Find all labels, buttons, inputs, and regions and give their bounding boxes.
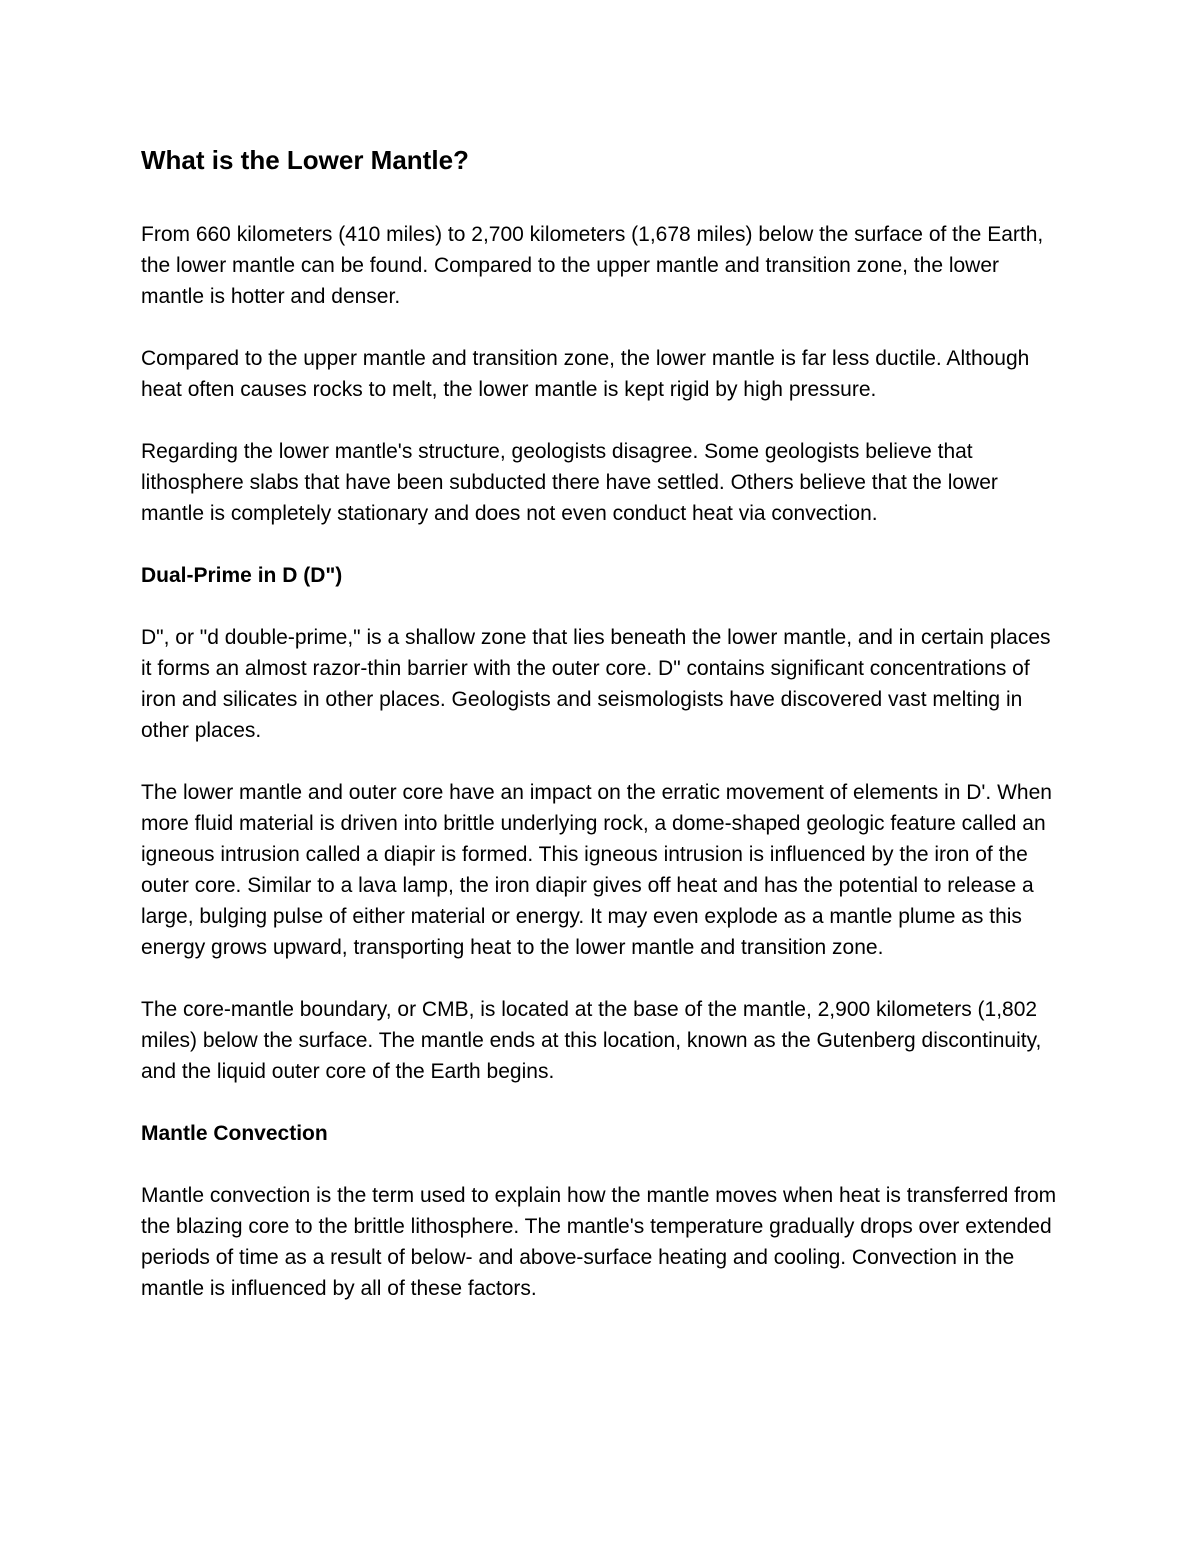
paragraph-lower-mantle-ductility: Compared to the upper mantle and transition zone, the lower mantle is far less ductile. Although heat often causes rocks to melt, the lower mantle is kept rigid by high pressure. xyxy=(141,347,1030,401)
section-heading-mantle-convection: Mantle Convection xyxy=(141,1122,328,1145)
paragraph-mantle-convection: Mantle convection is the term used to explain how the mantle moves when heat is transferred from the blazing core to the brittle lithosphere. The mantle's temperature gradually drops over extended periods of time as a result of below- and above-surface heating and cooling. Convection in the mantle is influenced by all of these factors. xyxy=(141,1184,1057,1300)
document-body xyxy=(141,140,1066,1335)
paragraph-diapir: The lower mantle and outer core have an impact on the erratic movement of elements in D'. When more fluid material is driven into brittle underlying rock, a dome-shaped geologic feature called an igneous intrusion called a diapir is formed. This igneous intrusion is influenced by the iron of the outer core. Similar to a lava lamp, the iron diapir gives off heat and has the potential to release a large, bulging pulse of either material or energy. It may even explode as a mantle plume as this energy grows upward, transporting heat to the lower mantle and transition zone. xyxy=(141,781,1052,959)
paragraph-lower-mantle-structure: Regarding the lower mantle's structure, geologists disagree. Some geologists believe that lithosphere slabs that have been subducted there have settled. Others believe that the lower mantle is completely stationary and does not even conduct heat via convection. xyxy=(141,440,998,525)
section-heading-dual-prime: Dual-Prime in D (D") xyxy=(141,564,343,587)
paragraph-d-double-prime: D", or "d double-prime," is a shallow zone that lies beneath the lower mantle, and in certain places it forms an almost razor-thin barrier with the outer core. D" contains significant concentrations of iron and silicates in other places. Geologists and seismologists have discovered vast melting in other places. xyxy=(141,626,1051,742)
paragraph-core-mantle-boundary: The core-mantle boundary, or CMB, is located at the base of the mantle, 2,900 kilometers (1,802 miles) below the surface. The mantle ends at this location, known as the Gutenberg discontinuity, and the liquid outer core of the Earth begins. xyxy=(141,998,1042,1083)
page-title: What is the Lower Mantle? xyxy=(141,145,469,175)
paragraph-lower-mantle-depth: From 660 kilometers (410 miles) to 2,700 kilometers (1,678 miles) below the surface of the Earth, the lower mantle can be found. Compared to the upper mantle and transition zone, the lower mantle is hotter and denser. xyxy=(141,223,1044,308)
